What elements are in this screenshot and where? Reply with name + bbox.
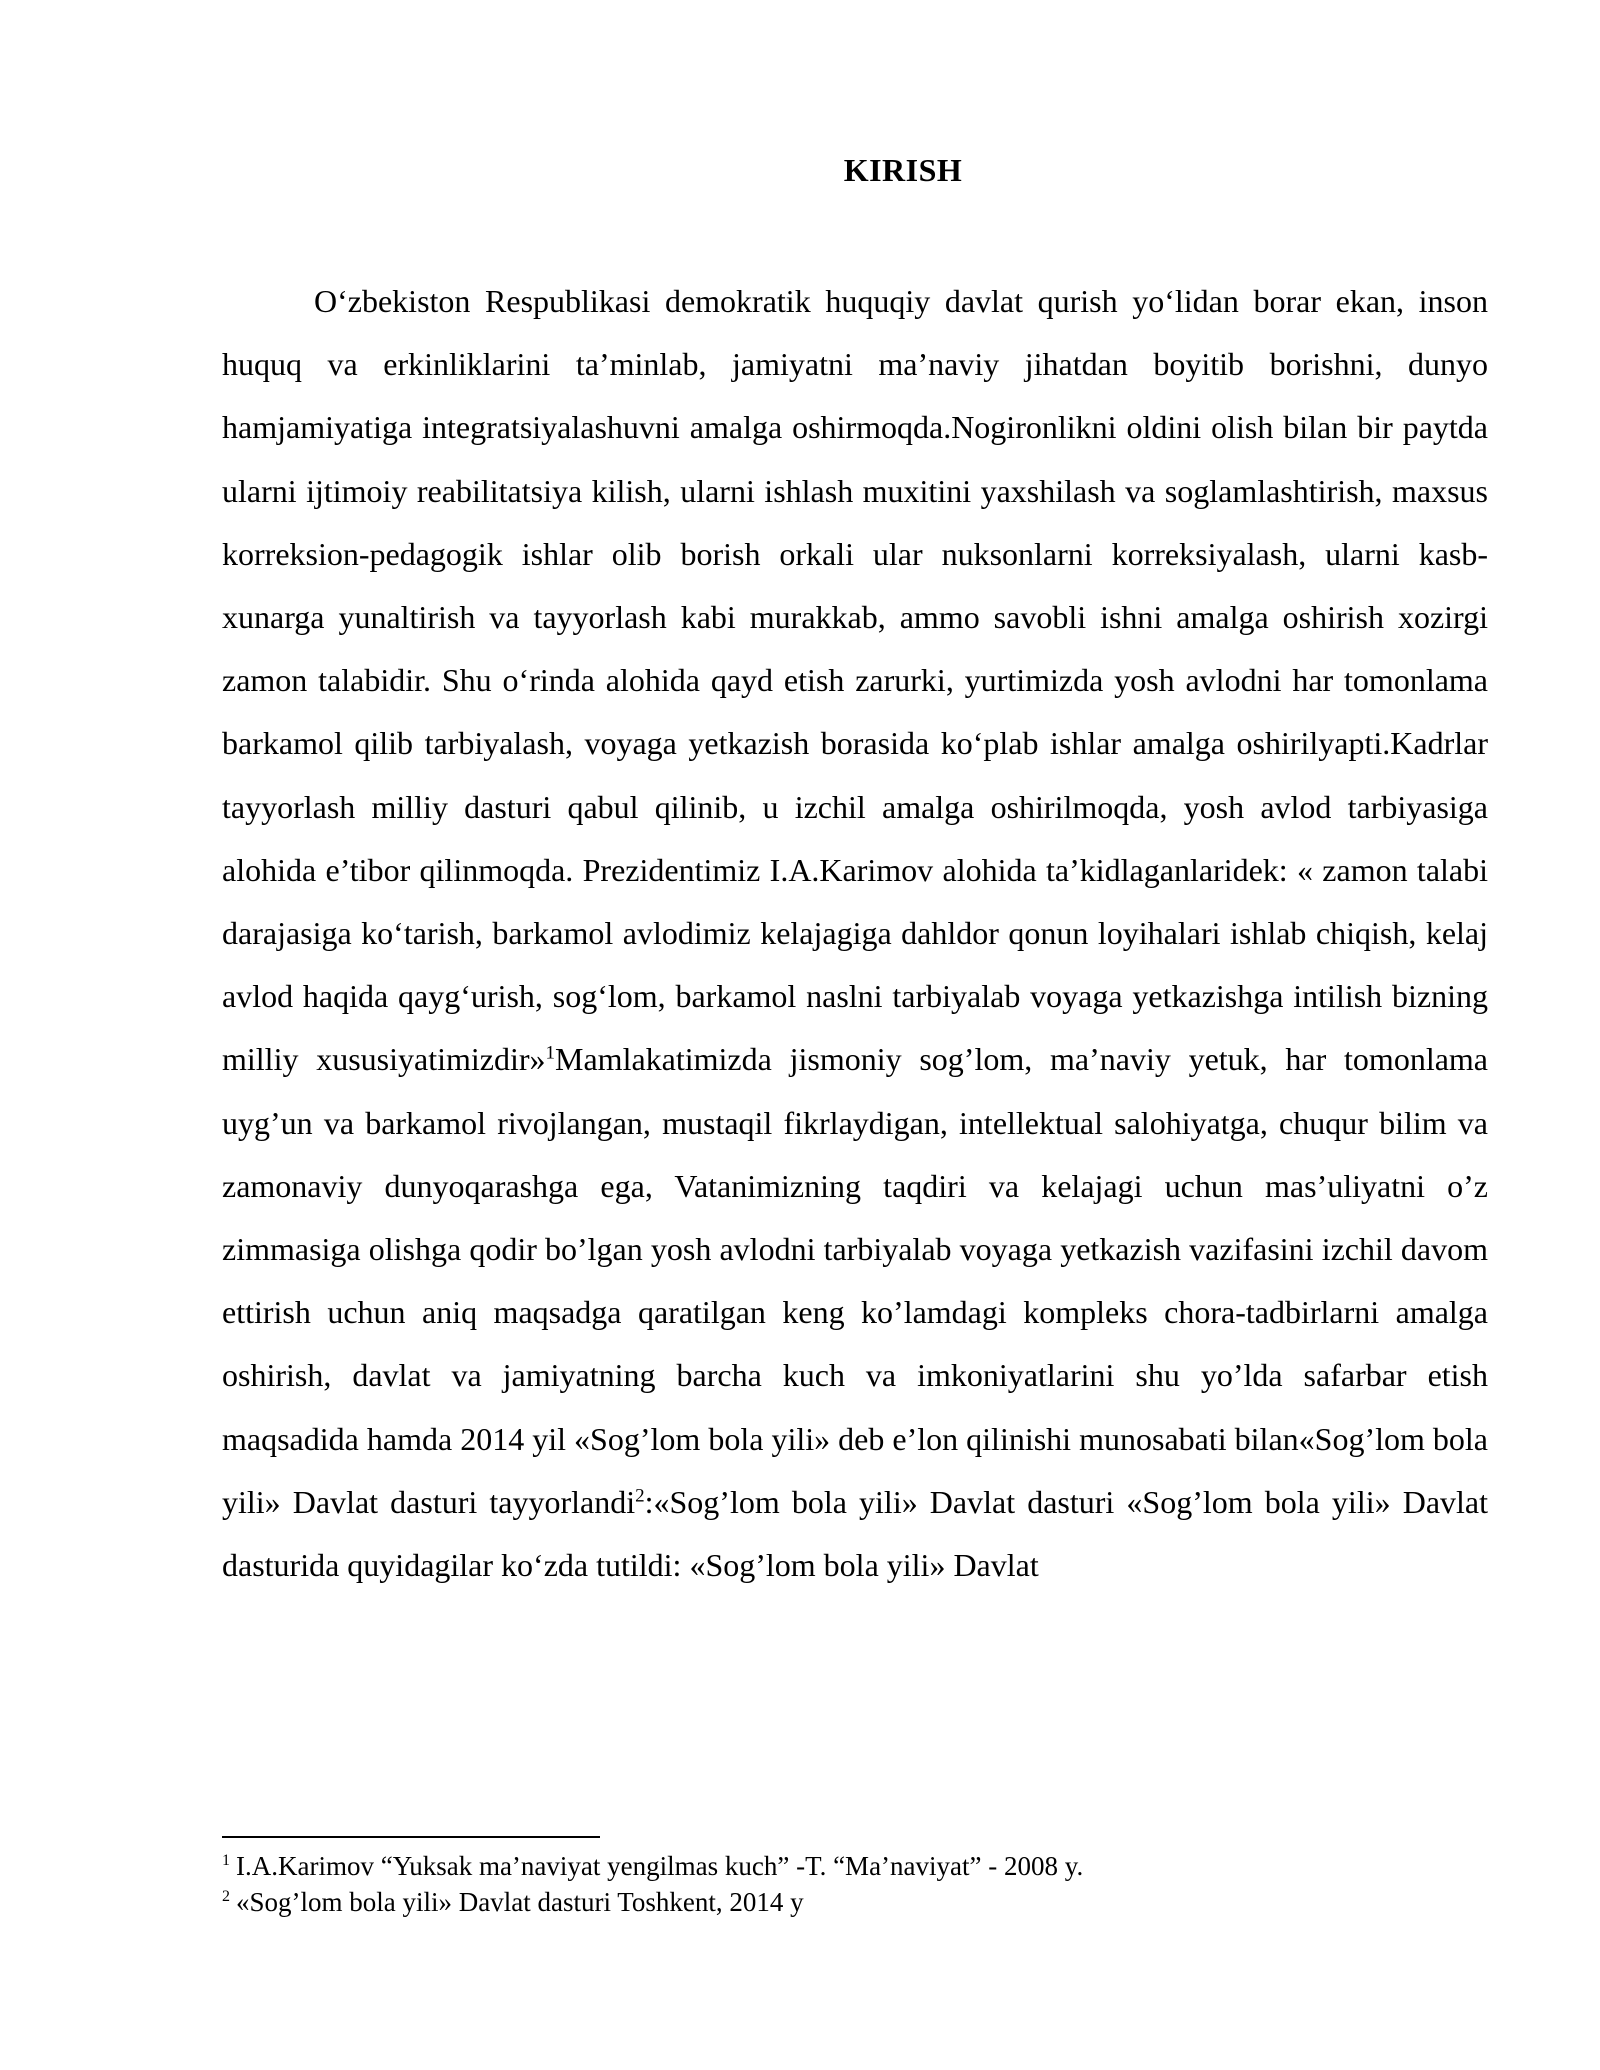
- footnote-reference-2: 2: [635, 1485, 645, 1507]
- body-paragraph: [222, 270, 1488, 1597]
- page-title: KIRISH: [843, 152, 963, 188]
- paragraph-text-part-1: O‘zbekiston Respublikasi demokratik huquqiy davlat qurish yo‘lidan borar ekan, inson huquq va erkinliklarini ta’minlab, jamiyatni ma’naviy jihatdan boyitib borishni, dunyo hamjamiyatiga integratsiyalashuvni amalga oshirmoqda.Nogironlikni oldini olish bilan bir paytda ularni ijtimoiy reabilitatsiya kilish, ularni ishlash muxitini yaxshilash va soglamlashtirish, maxsus korreksion-pedagogik ishlar olib borish orkali ular nuksonlarni korreksiyalash, ularni kasb-xunarga yunaltirish va tayyorlash kabi murakkab, ammo savobli ishni amalga oshirish xozirgi zamon talabidir. Shu o‘rinda alohida qayd etish zarurki, yurtimizda yosh avlodni har tomonlama barkamol qilib tarbiyalash, voyaga yetkazish borasida ko‘plab ishlar amalga oshirilyapti.Kadrlar tayyorlash milliy dasturi qabul qilinib, u izchil amalga oshirilmoqda, yosh avlod tarbiyasiga alohida e’tibor qilinmoqda. Prezidentimiz I.A.Karimov alohida ta’kidlaganlaridek: « zamon talabi darajasiga ko‘tarish, barkamol avlodimiz kelajagiga dahldor qonun loyihalari ishlab chiqish, kelaj avlod haqida qayg‘urish, sog‘lom, barkamol naslni tarbiyalab voyaga yetkazishga intilish bizning milliy xususiyatimizdir»: [222, 283, 1488, 1078]
- footnote-mark-2: 2: [222, 1888, 230, 1905]
- footnote-reference-1: 1: [545, 1042, 556, 1064]
- paragraph-text-part-2: Mamlakatimizda jismoniy sog’lom, ma’naviy yetuk, har tomonlama uyg’un va barkamol rivojlangan, mustaqil fikrlaydigan, intellektual salohiyatga, chuqur bilim va zamonaviy dunyoqarashga ega, Vatanimizning taqdiri va kelajagi uchun mas’uliyatni o’z zimmasiga olishga qodir bo’lgan yosh avlodni tarbiyalab voyaga yetkazish vazifasini izchil davom ettirish uchun aniq maqsadga qaratilgan keng ko’lamdagi kompleks chora-tadbirlarni amalga oshirish, davlat va jamiyatning barcha kuch va imkoniyatlarini shu yo’lda safarbar etish maqsadida hamda 2014 yil «Sog’lom bola yili» deb e’lon qilinishi munosabati bilan«Sog’lom bola yili» Davlat dasturi tayyorlandi: [222, 1041, 1488, 1520]
- footnote-text-1: I.A.Karimov “Yuksak ma’naviyat yengilmas kuch” -T. “Ma’naviyat” - 2008 y.: [236, 1851, 1084, 1881]
- footnote-separator: [222, 1836, 600, 1838]
- footnote-2: [222, 1884, 1488, 1920]
- footnote-text-2: «Sog’lom bola yili» Davlat dasturi Toshkent, 2014 y: [236, 1887, 804, 1917]
- paragraph-text-part-3: :«Sog’lom bola yili» Davlat dasturi «Sog’lom bola yili» Davlat dasturida quyidagilar ko‘zda tutildi: «Sog’lom bola yili» Davlat: [222, 1483, 1489, 1584]
- footnote-mark-1: 1: [222, 1852, 230, 1869]
- footnote-1: [222, 1848, 1488, 1884]
- footnotes-section: [222, 1848, 1488, 1920]
